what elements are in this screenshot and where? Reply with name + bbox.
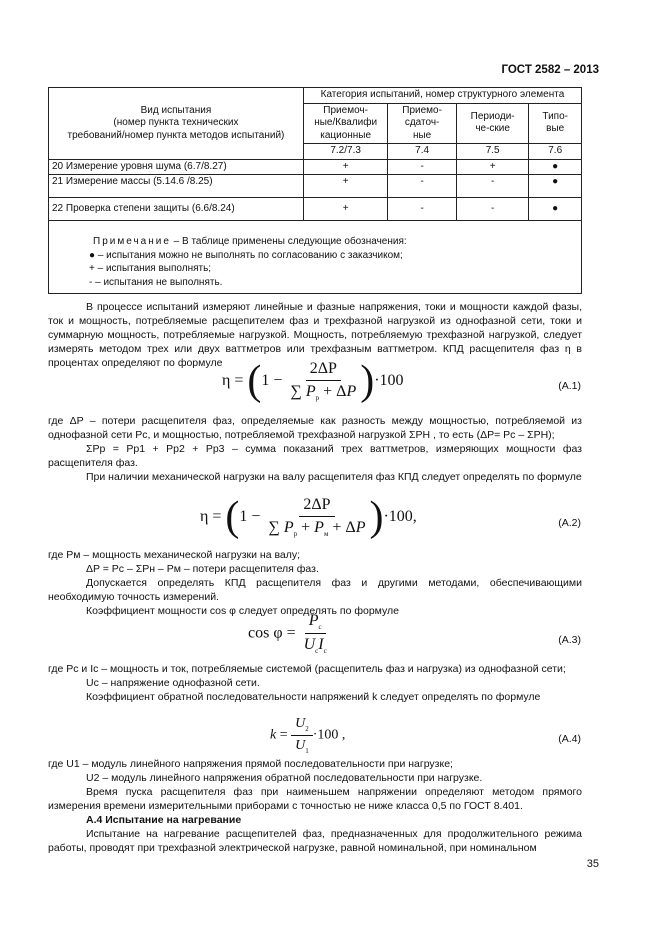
formula-number: (А.4) <box>558 733 581 745</box>
table-row <box>49 198 582 221</box>
paragraph-measurements: В процессе испытаний измеряют линейные и фазные напряжения, токи и мощности каждой фазы, ток и мощность, потребляемые расщепителем фаз и трехфазной нагрузкой из однофазной сети, токи и суммарную мощность, потребляемые нагрузкой. Мощность, потребляемую трехфазной нагрузкой, следует измерять методом трех или двух ваттметров или трехфазным ваттметром. КПД расщепителя фаз η в процентах определяют по формуле <box>48 301 582 369</box>
row-value: - <box>456 175 529 198</box>
sub-number: 7.2/7.3 <box>303 144 387 160</box>
section-heading: А.4 Испытание на нагревание <box>86 814 242 826</box>
fraction: $\frac{P_с}{U_сI_с}$ <box>303 612 327 656</box>
col-category-header: Категория испытаний, номер структурного элемента <box>303 88 581 104</box>
formula-number: (А.3) <box>558 634 581 646</box>
sub-number: 7.5 <box>456 144 529 160</box>
row-value: - <box>388 159 457 175</box>
sub-header-type: Типо- вые <box>529 103 582 144</box>
formula-a2: η = (1 − $\frac{2\Delta P}{\sum P_р + P_м + \Delta P}$ )·100, <box>200 494 417 541</box>
row-value: - <box>388 198 457 221</box>
row-value: ● <box>529 198 582 221</box>
row-value: ● <box>529 175 582 198</box>
formula-a3: cos φ = $\frac{P_с}{U_сI_с}$ <box>248 612 331 655</box>
paragraph-definitions-2: где Pм – мощность механической нагрузки на валу; ΔP = Pс – ΣPн – Pм – потери расщепителя фаз. Допускается определять КПД расщепителя фаз и другими методами, обеспечивающими необходимую точность измерений. Коэффициент мощности cos φ следует определять по формуле <box>48 549 582 617</box>
row-name: 22 Проверка степени защиты (6.6/8.24) <box>49 198 304 221</box>
row-value: + <box>303 175 387 198</box>
formula-a1: η = (1 − $\frac{2\Delta P}{\sum P_р + \Delta P}$ )·100 <box>222 358 404 405</box>
note-heading <box>89 235 575 249</box>
row-value: ● <box>529 159 582 175</box>
note-line: ● – испытания можно не выполнять по согласованию с заказчиком; <box>89 249 403 261</box>
test-category-table <box>48 87 582 294</box>
note-line: - – испытания не выполнять. <box>89 276 223 288</box>
formula-a4: k = $\frac{U_2}{U_1}$ ·100 , <box>270 716 346 755</box>
note-line: + – испытания выполнять; <box>89 263 212 274</box>
paragraph-definitions-3: где Pс и Iс – мощность и ток, потребляемые системой (расщепитель фаз и нагрузка) из однофазной сети; Uс – напряжение однофазной сети. Коэффициент обратной последовательности напряжений k следует определять по формуле <box>48 663 566 703</box>
note-lead: – В таблице применены следующие обозначения: <box>170 236 407 247</box>
row-value: + <box>456 159 529 175</box>
row-name: 21 Измерение массы (5.14.6 /8.25) <box>49 175 304 198</box>
note-title: Примечание <box>93 236 171 247</box>
table-row <box>49 175 582 198</box>
formula-number: (А.2) <box>558 517 581 529</box>
table-note <box>49 221 582 294</box>
standard-header: ГОСТ 2582 – 2013 <box>501 64 599 76</box>
row-value: + <box>303 198 387 221</box>
sub-header-acceptance: Приемоч- ные/Квалифи кационные <box>303 103 387 144</box>
row-name: 20 Измерение уровня шума (6.7/8.27) <box>49 159 304 175</box>
page-number: 35 <box>586 858 599 870</box>
sub-number: 7.4 <box>388 144 457 160</box>
table-row <box>49 159 582 175</box>
col-test-header: Вид испытания (номер пункта технических требований/номер пункта методов испытаний) <box>49 88 304 160</box>
fraction: $\frac{U_2}{U_1}$ <box>291 716 313 755</box>
sub-header-periodic: Периоди- че-ские <box>456 103 529 144</box>
sub-number: 7.6 <box>529 144 582 160</box>
row-value: + <box>303 159 387 175</box>
sub-header-delivery: Приемо- сдаточ- ные <box>388 103 457 144</box>
fraction: $\frac{2\Delta P}{\sum P_р + P_м + \Delta P}$ <box>268 496 366 539</box>
row-value: - <box>456 198 529 221</box>
paragraph-definitions-4: где U1 – модуль линейного напряжения прямой последовательности при нагрузке; U2 – модуль линейного напряжения обратной последовательности при нагрузке. Время пуска расщепителя фаз при наименьшем напряжении определяют методом прямого измерения времени измерительными приборами с точностью не ниже класса 0,5 по ГОСТ 8.401. А.4 Испытание на нагревание Испытание на нагревание расщепителей фаз, предназначенных для продолжительного режима работы, проводят при трехфазной электрической нагрузке, равной номинальной, при номинальном <box>48 758 582 854</box>
fraction: $\frac{2\Delta P}{\sum P_р + \Delta P}$ <box>290 360 357 403</box>
paragraph-definitions-1: где ΔP – потери расщепителя фаз, определяемые как разность между мощностью, потребляемой из однофазной сети Pс, и мощностью, потребляемой трехфазной нагрузкой ΣPН , то есть (ΔP= Pс – ΣPН); ΣPр = Pр1 + Pр2 + Pр3 – сумма показаний трех ваттметров, измеряющих мощности фаз расщепителя фаз. При наличии механической нагрузки на валу расщепителя фаз КПД следует определять по формуле <box>48 415 582 483</box>
row-value: - <box>388 175 457 198</box>
formula-number: (А.1) <box>558 380 581 392</box>
